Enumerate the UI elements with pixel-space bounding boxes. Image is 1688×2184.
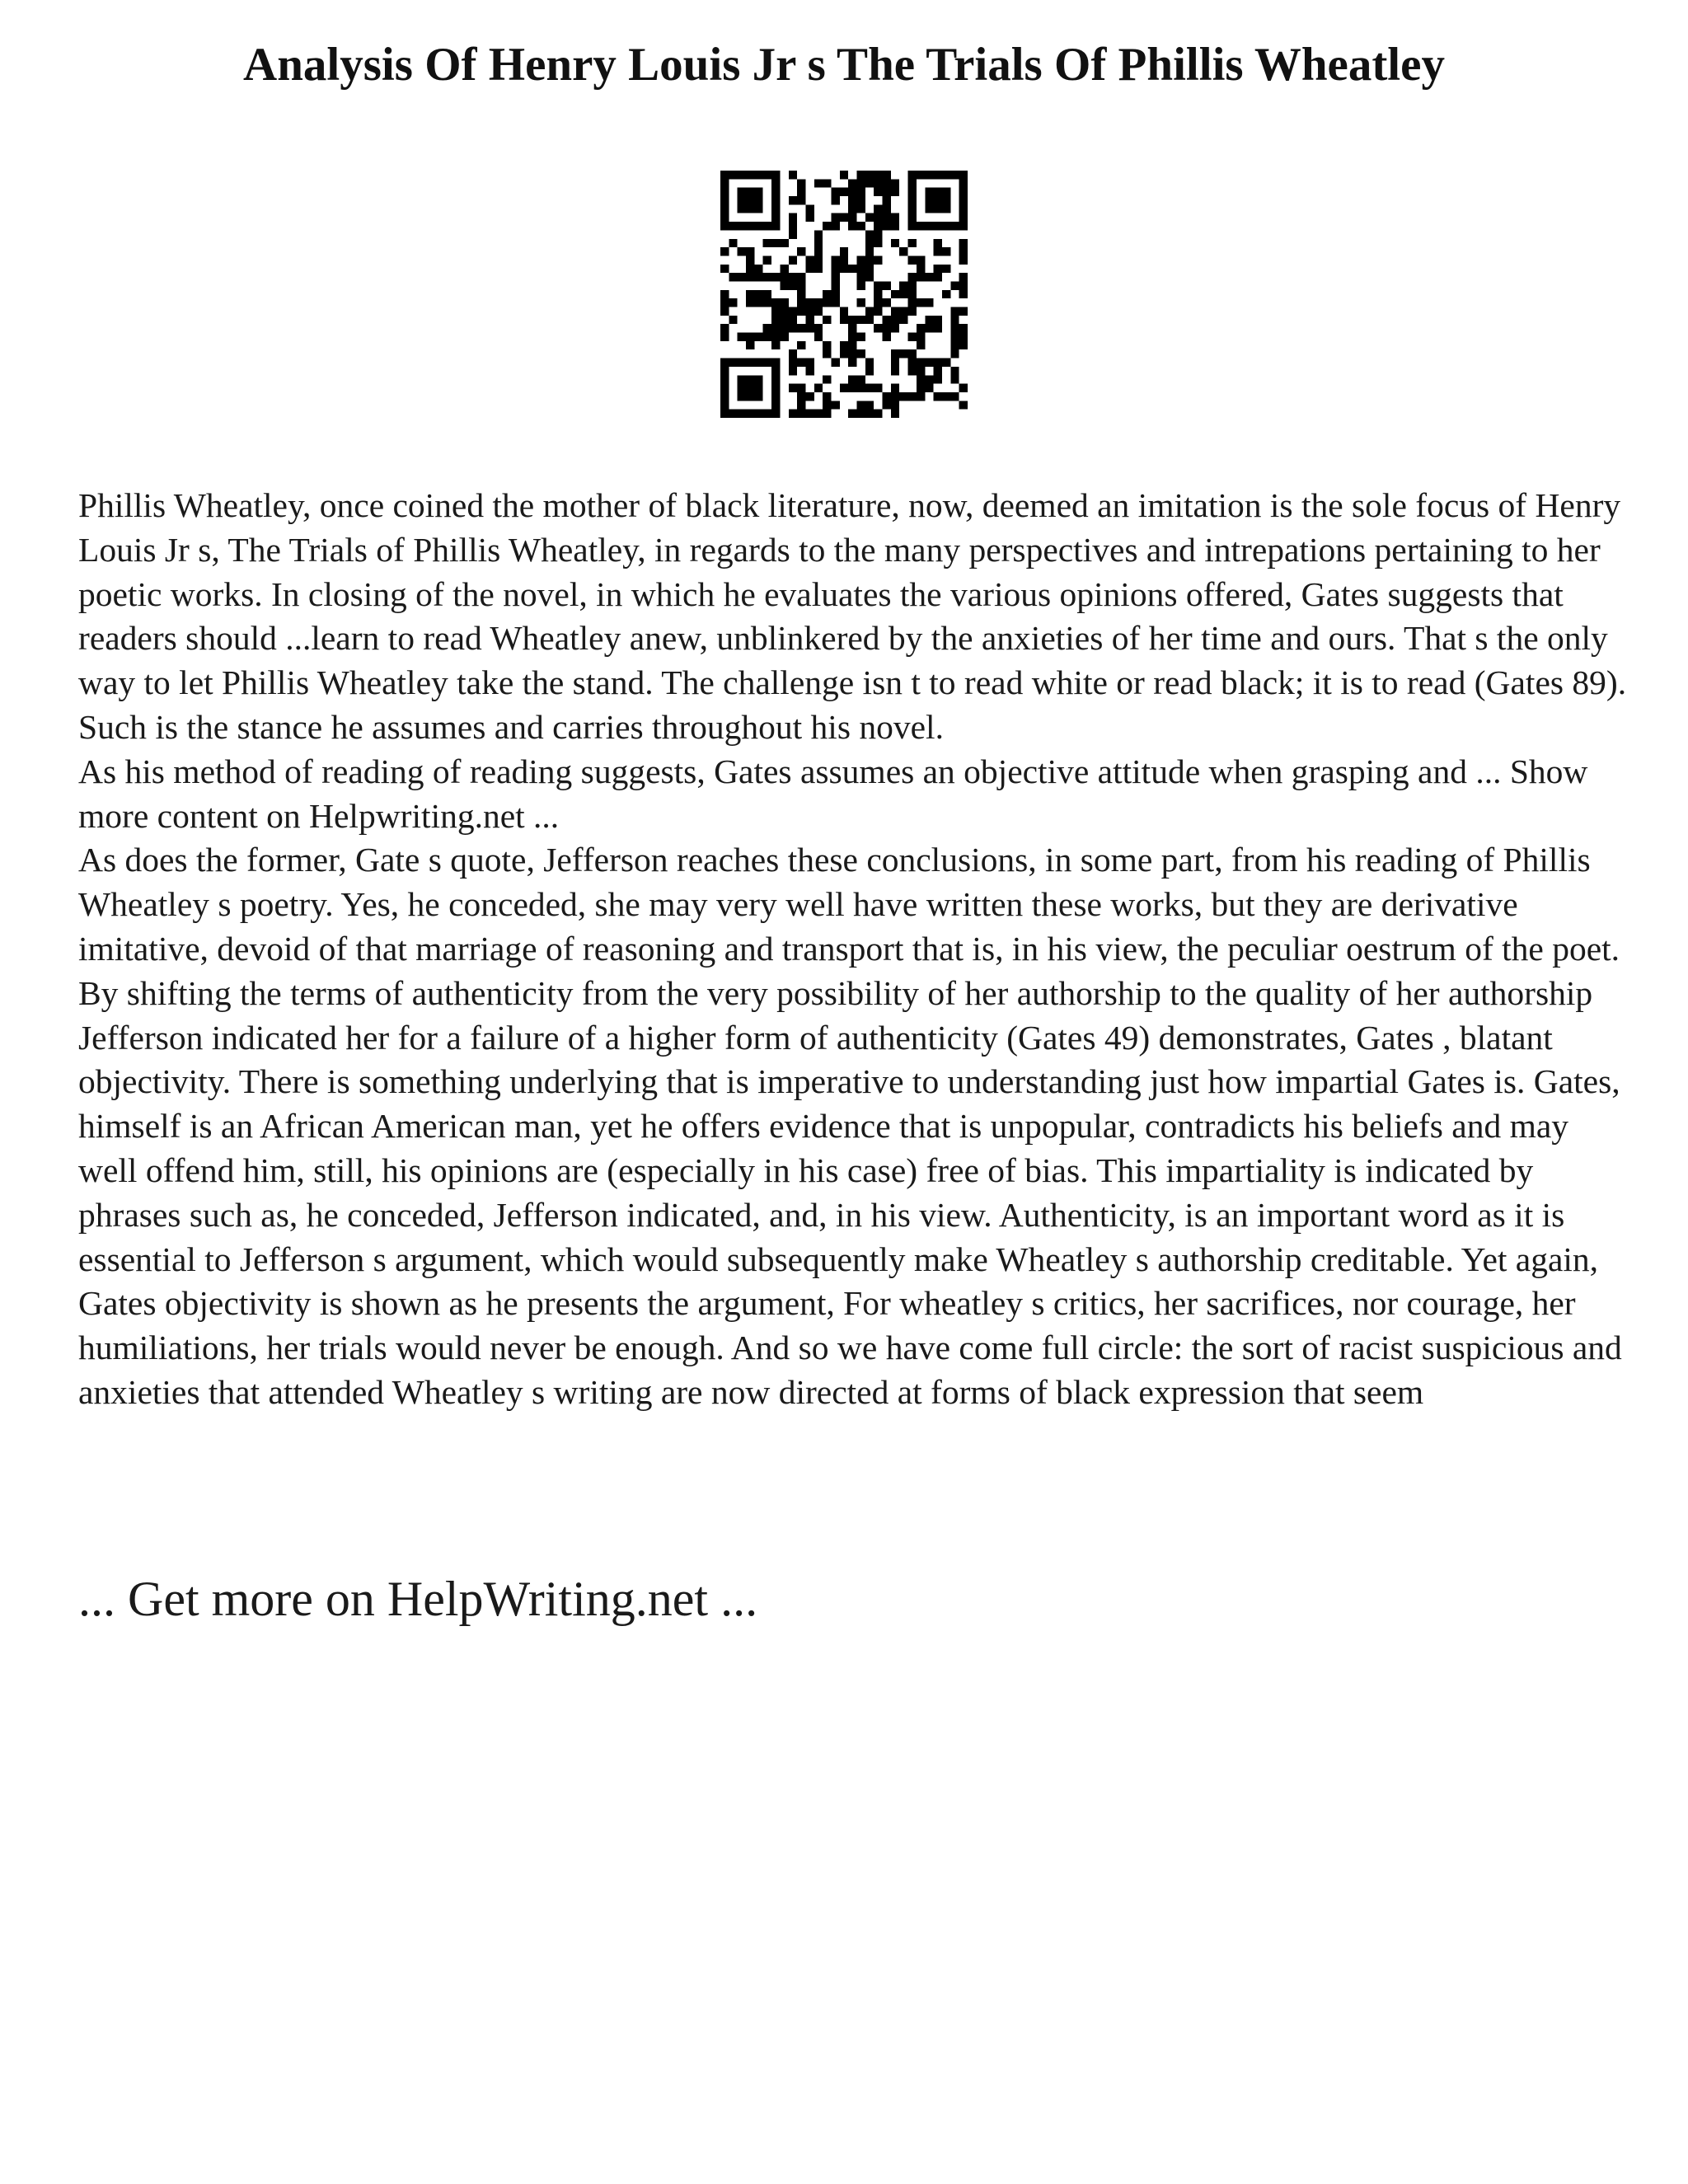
document-title: Analysis Of Henry Louis Jr s The Trials Of Phillis Wheatley [243, 39, 1445, 91]
paragraph-2: As his method of reading of reading suggests, Gates assumes an objective attitude when grasping and ... Show more content on Helpwriting.net ... [78, 752, 1588, 835]
get-more-link[interactable]: ... Get more on HelpWriting.net ... [78, 1572, 758, 1626]
document-body [78, 484, 1628, 1415]
paragraph-3: As does the former, Gate s quote, Jefferson reaches these conclusions, in some part, from his reading of Phillis Wheatley s poetry. Yes, he conceded, she may very well have written these works, but they are derivative imitative, devoid of that marriage of reasoning and transport that is, in his view, the peculiar oestrum of the poet. By shifting the terms of authenticity from the very possibility of her authorship to the quality of her authorship Jefferson indicated her for a failure of a higher form of authenticity (Gates 49) demonstrates, Gates , blatant objectivity. There is something underlying that is imperative to understanding just how impartial Gates is. Gates, himself is an African American man, yet he offers evidence that is unpopular, contradicts his beliefs and may well offend him, still, his opinions are (especially in his case) free of bias. This impartiality is indicated by phrases such as, he conceded, Jefferson indicated, and, in his view. Authenticity, is an important word as it is essential to Jefferson s argument, which would subsequently make Wheatley s authorship creditable. Yet again, Gates objectivity is shown as he presents the argument, For wheatley s critics, her sacrifices, nor courage, her humiliations, her trials would never be enough. And so we have come full circle: the sort of racist suspicious and anxieties that attended Wheatley s writing are now directed at forms of black expression that seem [78, 841, 1622, 1411]
qr-code-icon [720, 171, 968, 418]
paragraph-1: Phillis Wheatley, once coined the mother of black literature, now, deemed an imitation is the sole focus of Henry Louis Jr s, The Trials of Phillis Wheatley, in regards to the many perspectives and intrepations pertaining to her poetic works. In closing of the novel, in which he evaluates the various opinions offered, Gates suggests that readers should ...learn to read Wheatley anew, unblinkered by the anxieties of her time and ours. That s the only way to let Phillis Wheatley take the stand. The challenge isn t to read white or read black; it is to read (Gates 89). Such is the stance he assumes and carries throughout his novel. [78, 486, 1627, 746]
